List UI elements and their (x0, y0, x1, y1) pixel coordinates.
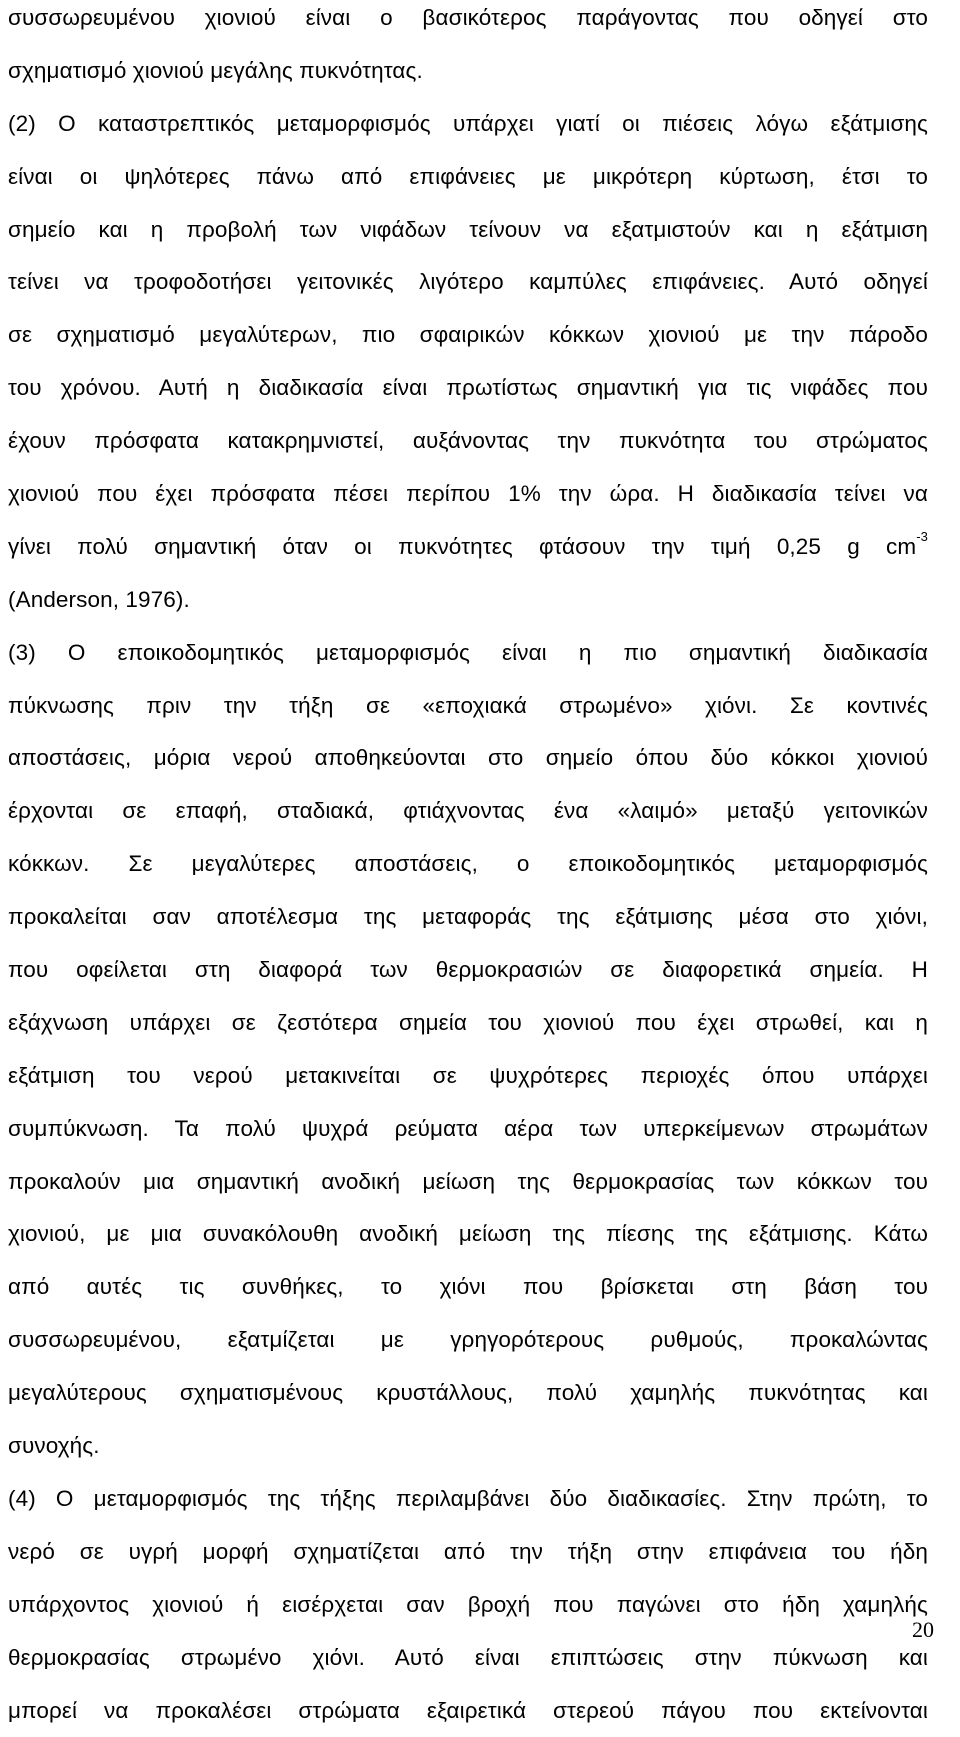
body-text (8, 0, 928, 1737)
text-line: συσσωρευμένου, εξατμίζεται με γρηγορότερους ρυθμούς, προκαλώντας (8, 1314, 928, 1367)
text-line: προκαλούν μια σημαντική ανοδική μείωση της θερμοκρασίας των κόκκων του (8, 1156, 928, 1209)
text-line: είναι οι ψηλότερες πάνω από επιφάνειες με μικρότερη κύρτωση, έτσι το (8, 151, 928, 204)
text-line: πύκνωσης πριν την τήξη σε «εποχιακά στρωμένο» χιόνι. Σε κοντινές (8, 680, 928, 733)
text-line: προκαλείται σαν αποτέλεσμα της μεταφοράς της εξάτμισης μέσα στο χιόνι, (8, 891, 928, 944)
text-line: νερό σε υγρή μορφή σχηματίζεται από την τήξη στην επιφάνεια του ήδη (8, 1526, 928, 1579)
text-line: τείνει να τροφοδοτήσει γειτονικές λιγότερο καμπύλες επιφάνειες. Αυτό οδηγεί (8, 256, 928, 309)
text-line: θερμοκρασίας στρωμένο χιόνι. Αυτό είναι επιπτώσεις στην πύκνωση και (8, 1632, 928, 1685)
text-line: μεγαλύτερους σχηματισμένους κρυστάλλους, πολύ χαμηλής πυκνότητας και (8, 1367, 928, 1420)
text-line-with-superscript (8, 521, 928, 574)
text-line: σε σχηματισμό μεγαλύτερων, πιο σφαιρικών κόκκων χιονιού με την πάροδο (8, 309, 928, 362)
text-line: συσσωρευμένου χιονιού είναι ο βασικότερος παράγοντας που οδηγεί στο (8, 0, 928, 45)
text-line: χιονιού, με μια συνακόλουθη ανοδική μείωση της πίεσης της εξάτμισης. Κάτω (8, 1208, 928, 1261)
text-line: σημείο και η προβολή των νιφάδων τείνουν να εξατμιστούν και η εξάτμιση (8, 204, 928, 257)
text-line: συμπύκνωση. Τα πολύ ψυχρά ρεύματα αέρα των υπερκείμενων στρωμάτων (8, 1103, 928, 1156)
text-line: που οφείλεται στη διαφορά των θερμοκρασιών σε διαφορετικά σημεία. Η (8, 944, 928, 997)
text-line: (4) Ο μεταμορφισμός της τήξης περιλαμβάνει δύο διαδικασίες. Στην πρώτη, το (8, 1473, 928, 1526)
text-line-content: γίνει πολύ σημαντική όταν οι πυκνότητες φτάσουν την τιμή 0,25 g cm (8, 534, 916, 559)
text-line: κόκκων. Σε μεγαλύτερες αποστάσεις, ο εποικοδομητικός μεταμορφισμός (8, 838, 928, 891)
text-line: υπάρχοντος χιονιού ή εισέρχεται σαν βροχή που παγώνει στο ήδη χαμηλής (8, 1579, 928, 1632)
text-line: μπορεί να προκαλέσει στρώματα εξαιρετικά στερεού πάγου που εκτείνονται (8, 1685, 928, 1737)
text-line: του χρόνου. Αυτή η διαδικασία είναι πρωτίστως σημαντική για τις νιφάδες που (8, 362, 928, 415)
text-line: συνοχής. (8, 1420, 928, 1473)
text-line: (Anderson, 1976). (8, 574, 928, 627)
text-line: (3) Ο εποικοδομητικός μεταμορφισμός είναι η πιο σημαντική διαδικασία (8, 627, 928, 680)
text-line: (2) Ο καταστρεπτικός μεταμορφισμός υπάρχει γιατί οι πιέσεις λόγω εξάτμισης (8, 98, 928, 151)
page-number: 20 (912, 1616, 934, 1644)
text-line: αποστάσεις, μόρια νερού αποθηκεύονται στο σημείο όπου δύο κόκκοι χιονιού (8, 732, 928, 785)
superscript-exponent: -3 (916, 529, 928, 544)
text-line: από αυτές τις συνθήκες, το χιόνι που βρίσκεται στη βάση του (8, 1261, 928, 1314)
text-line: εξάτμιση του νερού μετακινείται σε ψυχρότερες περιοχές όπου υπάρχει (8, 1050, 928, 1103)
text-line: έχουν πρόσφατα κατακρημνιστεί, αυξάνοντας την πυκνότητα του στρώματος (8, 415, 928, 468)
text-line: σχηματισμό χιονιού μεγάλης πυκνότητας. (8, 45, 928, 98)
text-line: χιονιού που έχει πρόσφατα πέσει περίπου 1% την ώρα. Η διαδικασία τείνει να (8, 468, 928, 521)
text-line: έρχονται σε επαφή, σταδιακά, φτιάχνοντας ένα «λαιμό» μεταξύ γειτονικών (8, 785, 928, 838)
text-line: εξάχνωση υπάρχει σε ζεστότερα σημεία του χιονιού που έχει στρωθεί, και η (8, 997, 928, 1050)
